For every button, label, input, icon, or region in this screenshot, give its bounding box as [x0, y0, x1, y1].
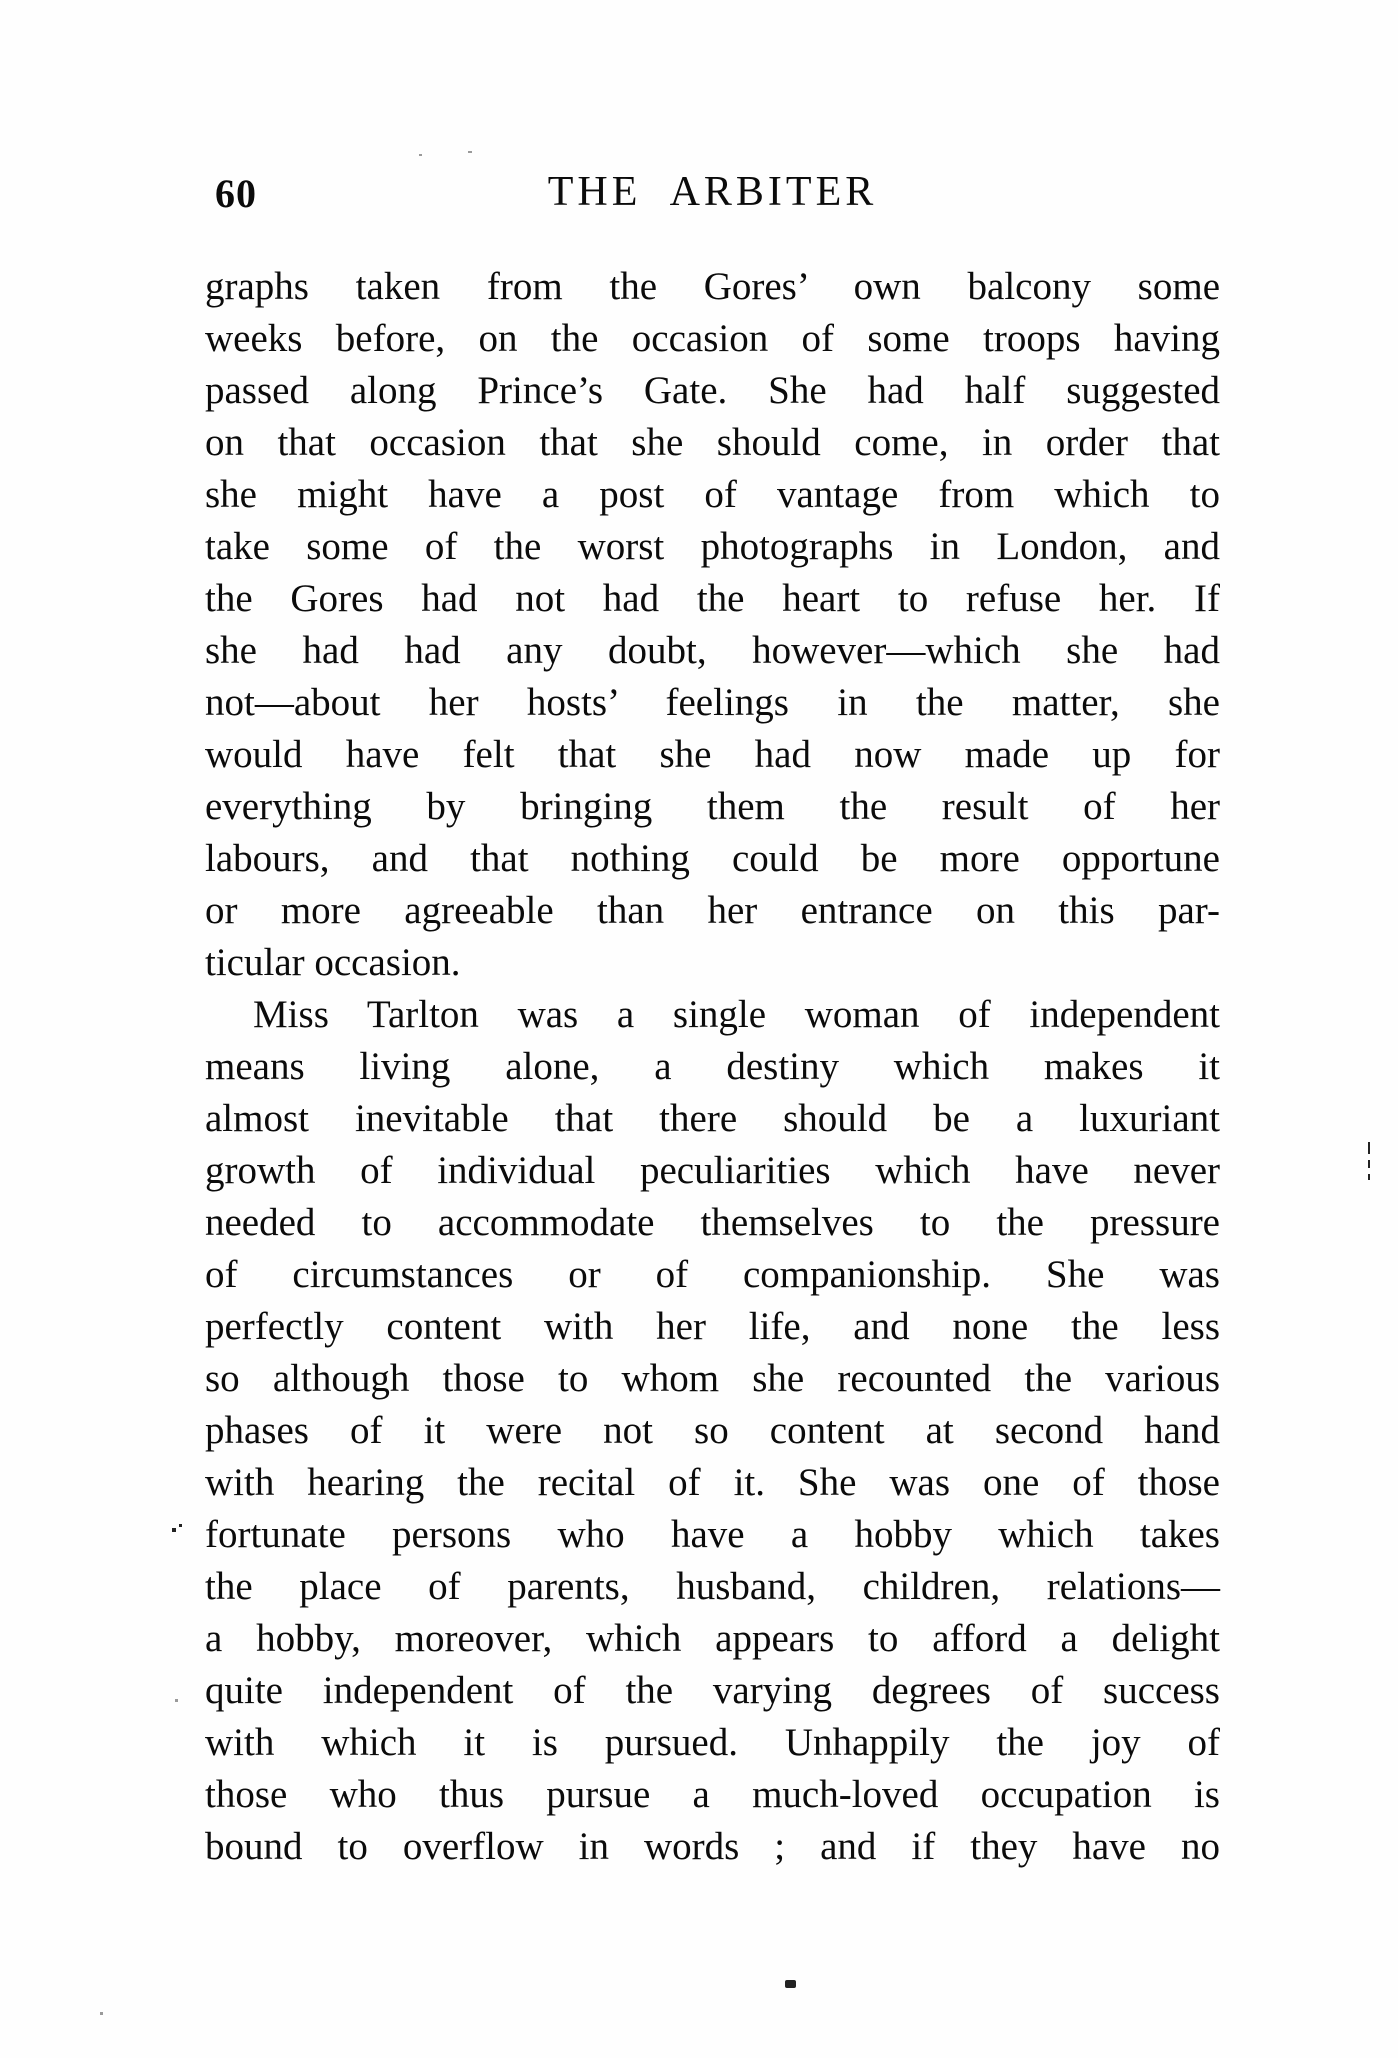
scan-speck	[175, 1699, 178, 1702]
text-line: labours, and that nothing could be more opportune	[205, 837, 1220, 880]
text-line: the place of parents, husband, children, relations—	[205, 1565, 1220, 1608]
text-line: weeks before, on the occasion of some troops having	[205, 317, 1220, 360]
scan-speck	[100, 2012, 103, 2015]
text-line: passed along Prince’s Gate. She had half suggested	[205, 369, 1220, 412]
scan-speck	[179, 1524, 182, 1527]
text-line: everything by bringing them the result of her	[205, 785, 1220, 828]
text-line: Miss Tarlton was a single woman of independent	[253, 993, 1220, 1036]
text-line: perfectly content with her life, and none the less	[205, 1305, 1220, 1348]
text-line: quite independent of the varying degrees of success	[205, 1669, 1220, 1712]
scan-speck	[468, 151, 472, 153]
scan-speck	[1368, 1160, 1370, 1168]
text-line: phases of it were not so content at second hand	[205, 1409, 1220, 1452]
text-line: on that occasion that she should come, in order that	[205, 421, 1220, 464]
text-line: so although those to whom she recounted the various	[205, 1357, 1220, 1400]
text-line: a hobby, moreover, which appears to afford a delight	[205, 1617, 1220, 1660]
body-text	[205, 261, 1220, 1873]
scan-speck	[785, 1980, 796, 1988]
text-line: she had had any doubt, however—which she had	[205, 629, 1220, 672]
text-line: means living alone, a destiny which makes it	[205, 1045, 1220, 1088]
text-line: those who thus pursue a much-loved occupation is	[205, 1773, 1220, 1816]
text-line: of circumstances or of companionship. She was	[205, 1253, 1220, 1296]
text-line: growth of individual peculiarities which have never	[205, 1149, 1220, 1192]
text-line: graphs taken from the Gores’ own balcony some	[205, 265, 1220, 308]
page-header	[205, 168, 1220, 214]
text-line: or more agreeable than her entrance on this par-	[205, 889, 1220, 932]
scan-speck	[419, 154, 422, 156]
text-line: the Gores had not had the heart to refuse her. If	[205, 577, 1220, 620]
text-line: with hearing the recital of it. She was one of those	[205, 1461, 1220, 1504]
text-line: would have felt that she had now made up for	[205, 733, 1220, 776]
running-title: THE ARBITER	[547, 169, 878, 215]
text-line: almost inevitable that there should be a luxuriant	[205, 1097, 1220, 1140]
scan-speck	[1368, 1174, 1370, 1180]
text-line: take some of the worst photographs in London, and	[205, 525, 1220, 568]
text-line: not—about her hosts’ feelings in the matter, she	[205, 681, 1220, 724]
text-line: with which it is pursued. Unhappily the joy of	[205, 1721, 1220, 1764]
text-line: bound to overflow in words ; and if they have no	[205, 1825, 1220, 1868]
text-line: fortunate persons who have a hobby which takes	[205, 1513, 1220, 1556]
text-line: ticular occasion.	[205, 941, 461, 984]
text-line: needed to accommodate themselves to the pressure	[205, 1201, 1220, 1244]
text-line: she might have a post of vantage from which to	[205, 473, 1220, 516]
scan-speck	[172, 1528, 176, 1532]
scan-speck	[1368, 1142, 1370, 1154]
page-number: 60	[215, 171, 257, 216]
